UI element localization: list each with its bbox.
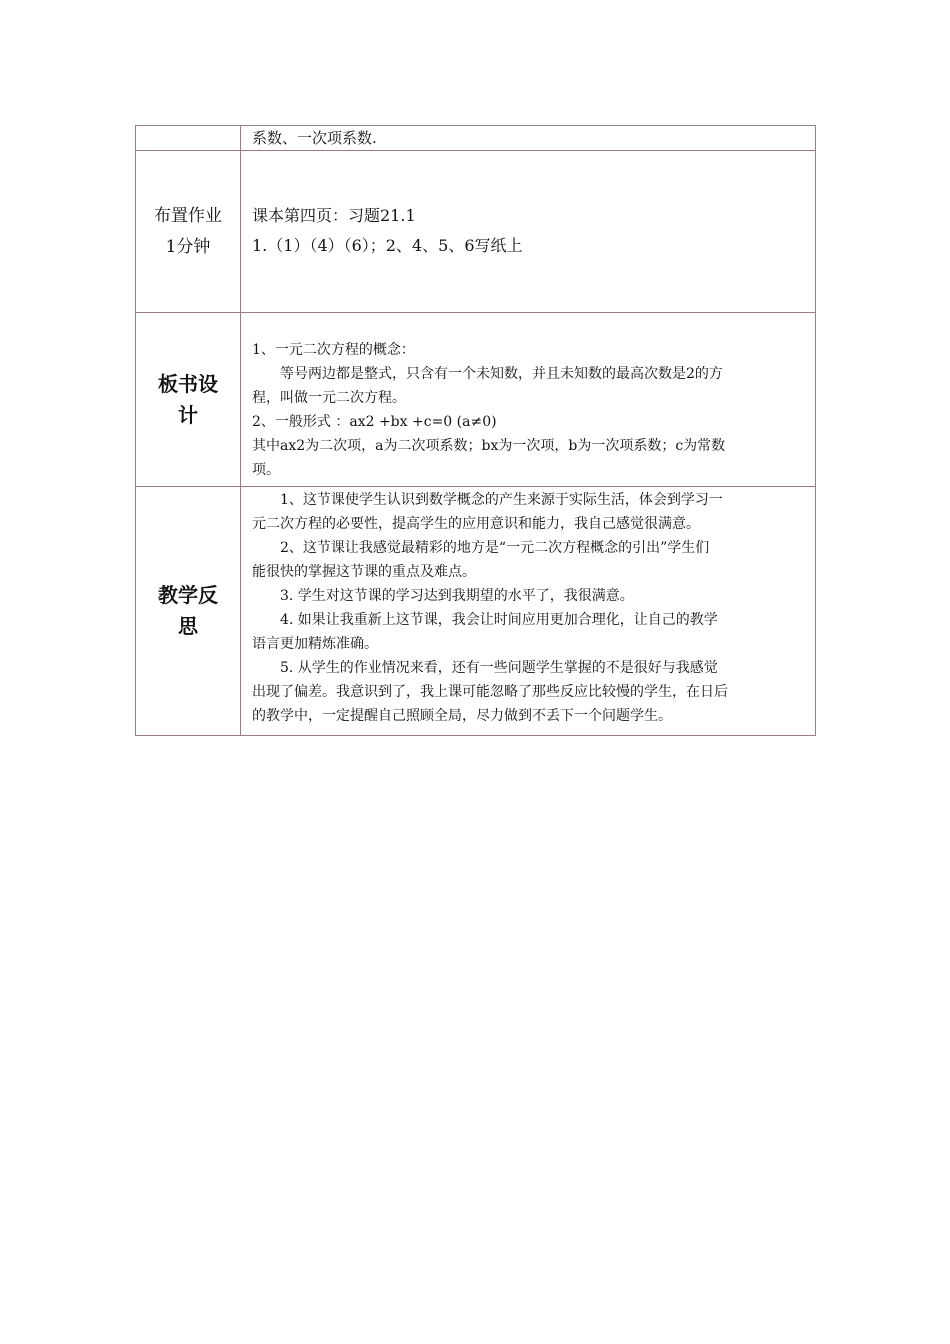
- content-line: 1、一元二次方程的概念：: [252, 342, 415, 358]
- row-label-empty: [136, 126, 241, 151]
- label-line: 教学反: [158, 583, 218, 607]
- label-line: 计: [178, 402, 198, 427]
- content-line: 元二次方程的必要性，提高学生的应用意识和能力，我自己感觉很满意。: [252, 516, 700, 532]
- content-line: 1.（1）（4）（6）；2、4、5、6写纸上: [252, 236, 523, 255]
- content-line: 能很快的掌握这节课的重点及难点。: [252, 564, 476, 580]
- content-line: 语言更加精炼准确。: [252, 636, 378, 652]
- reflection-content: [241, 487, 816, 736]
- content-line: 课本第四页：习题21.1: [252, 206, 416, 225]
- blackboard-content: [241, 313, 816, 487]
- content-line: 3. 学生对这节课的学习达到我期望的水平了，我很满意。: [280, 588, 634, 604]
- table-row-homework: [136, 151, 816, 313]
- content-line: 程，叫做一元二次方程。: [252, 390, 406, 406]
- content-line: 出现了偏差。我意识到了，我上课可能忽略了那些反应比较慢的学生，在日后: [252, 684, 728, 700]
- table-row-blackboard: [136, 313, 816, 487]
- lesson-plan-table: [135, 125, 816, 736]
- label-line: 布置作业: [154, 205, 222, 226]
- content-line: 1、这节课使学生认识到数学概念的产生来源于实际生活，体会到学习一: [280, 492, 723, 508]
- reflection-label: [136, 487, 241, 736]
- table-row-reflection: [136, 487, 816, 736]
- label-line: 1分钟: [165, 236, 211, 257]
- content-line: 项。: [252, 462, 280, 478]
- content-line: 2、一般形式 ：ax2 +bx +c=0 (a≠0): [252, 414, 497, 430]
- content-line: 系数、一次项系数.: [252, 129, 377, 147]
- content-line: 4. 如果让我重新上这节课，我会让时间应用更加合理化，让自己的教学: [280, 612, 718, 628]
- blackboard-label: [136, 313, 241, 487]
- content-line: 2、这节课让我感觉最精彩的地方是“一元二次方程概念的引出”学生们: [280, 540, 710, 556]
- label-line: 思: [178, 614, 198, 638]
- content-line: 其中ax2为二次项，a为二次项系数；bx为一次项，b为一次项系数；c为常数: [252, 438, 726, 454]
- row-content: [241, 126, 816, 151]
- homework-label: [136, 151, 241, 313]
- content-line: 的教学中，一定提醒自己照顾全局，尽力做到不丢下一个问题学生。: [252, 708, 672, 724]
- label-line: 板书设: [158, 371, 218, 396]
- homework-content: [241, 151, 816, 313]
- content-line: 5. 从学生的作业情况来看，还有一些问题学生掌握的不是很好与我感觉: [280, 660, 718, 676]
- table-row: [136, 126, 816, 151]
- content-line: 等号两边都是整式，只含有一个未知数，并且未知数的最高次数是2的方: [280, 366, 723, 382]
